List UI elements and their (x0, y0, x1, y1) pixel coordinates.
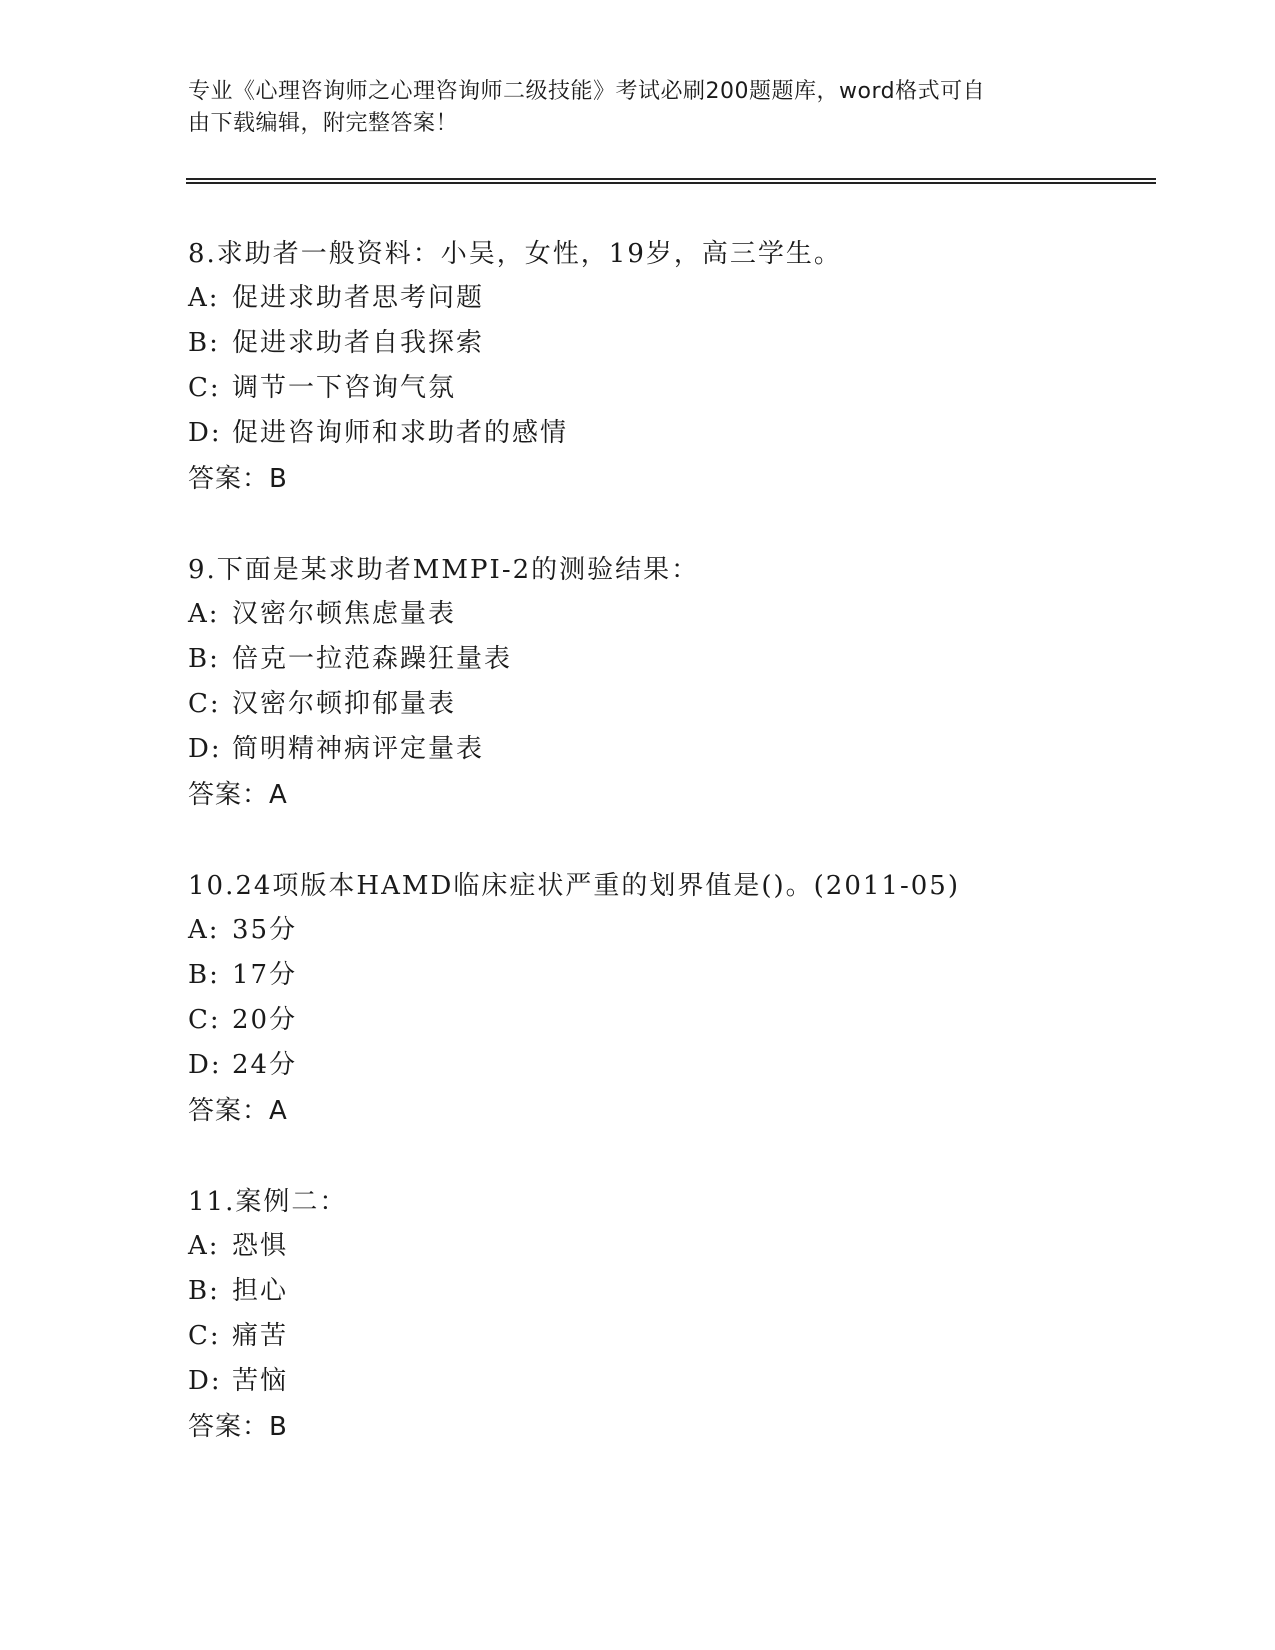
option-letter: D: (188, 418, 222, 448)
option-text: 20分 (232, 1005, 298, 1035)
option-text: 24分 (232, 1050, 298, 1080)
option-text: 痛苦 (232, 1321, 289, 1351)
option-text: 倍克一拉范森躁狂量表 (232, 644, 513, 674)
option-text: 35分 (232, 915, 298, 945)
option-text: 促进咨询师和求助者的感情 (232, 418, 569, 448)
option-a (188, 276, 842, 321)
option-text: 苦恼 (232, 1366, 289, 1396)
question-text: 10.24项版本HAMD临床症状严重的划界值是()。(2011-05) (188, 871, 960, 901)
answer-line: 答案：B (188, 464, 288, 494)
option-b (188, 1269, 347, 1314)
question-text: 9.下面是某求助者MMPI-2的测验结果： (188, 555, 700, 585)
option-letter: D: (188, 1050, 222, 1080)
question-8 (188, 232, 842, 502)
option-text: 汉密尔顿焦虑量表 (232, 599, 457, 629)
option-letter: A: (188, 1231, 220, 1261)
option-d (188, 1043, 960, 1088)
option-letter: A: (188, 915, 220, 945)
option-text: 简明精神病评定量表 (232, 734, 485, 764)
option-a (188, 592, 699, 637)
option-letter: C: (188, 689, 221, 719)
option-c (188, 998, 960, 1043)
option-letter: C: (188, 1321, 221, 1351)
document-header (188, 76, 1068, 140)
option-letter: A: (188, 283, 220, 313)
question-text: 8.求助者一般资料：小吴，女性，19岁，高三学生。 (188, 239, 842, 269)
option-text: 促进求助者思考问题 (232, 283, 485, 313)
option-d (188, 727, 699, 772)
answer-line: 答案：A (188, 1096, 288, 1126)
option-b (188, 637, 699, 682)
header-double-rule (186, 178, 1156, 184)
question-9 (188, 548, 699, 818)
option-c (188, 682, 699, 727)
answer-line: 答案：B (188, 1412, 288, 1442)
option-d (188, 411, 842, 456)
option-letter: A: (188, 599, 220, 629)
option-text: 汉密尔顿抑郁量表 (232, 689, 457, 719)
option-text: 调节一下咨询气氛 (232, 373, 457, 403)
option-letter: B: (188, 1276, 220, 1306)
option-letter: C: (188, 373, 221, 403)
option-a (188, 908, 960, 953)
option-letter: C: (188, 1005, 221, 1035)
option-letter: D: (188, 734, 222, 764)
option-b (188, 953, 960, 998)
question-10 (188, 864, 960, 1134)
option-letter: B: (188, 328, 220, 358)
option-text: 促进求助者自我探索 (232, 328, 485, 358)
question-11 (188, 1180, 347, 1450)
option-text: 恐惧 (232, 1231, 289, 1261)
option-text: 17分 (232, 960, 298, 990)
option-letter: D: (188, 1366, 222, 1396)
header-line-1: 专业《心理咨询师之心理咨询师二级技能》考试必刷200题题库，word格式可自 (188, 79, 986, 104)
option-text: 担心 (232, 1276, 289, 1306)
option-c (188, 366, 842, 411)
header-line-2: 由下载编辑，附完整答案！ (188, 111, 459, 136)
option-a (188, 1224, 347, 1269)
option-letter: B: (188, 644, 220, 674)
question-text: 11.案例二： (188, 1187, 348, 1217)
option-d (188, 1359, 347, 1404)
option-letter: B: (188, 960, 220, 990)
answer-line: 答案：A (188, 780, 288, 810)
option-b (188, 321, 842, 366)
option-c (188, 1314, 347, 1359)
